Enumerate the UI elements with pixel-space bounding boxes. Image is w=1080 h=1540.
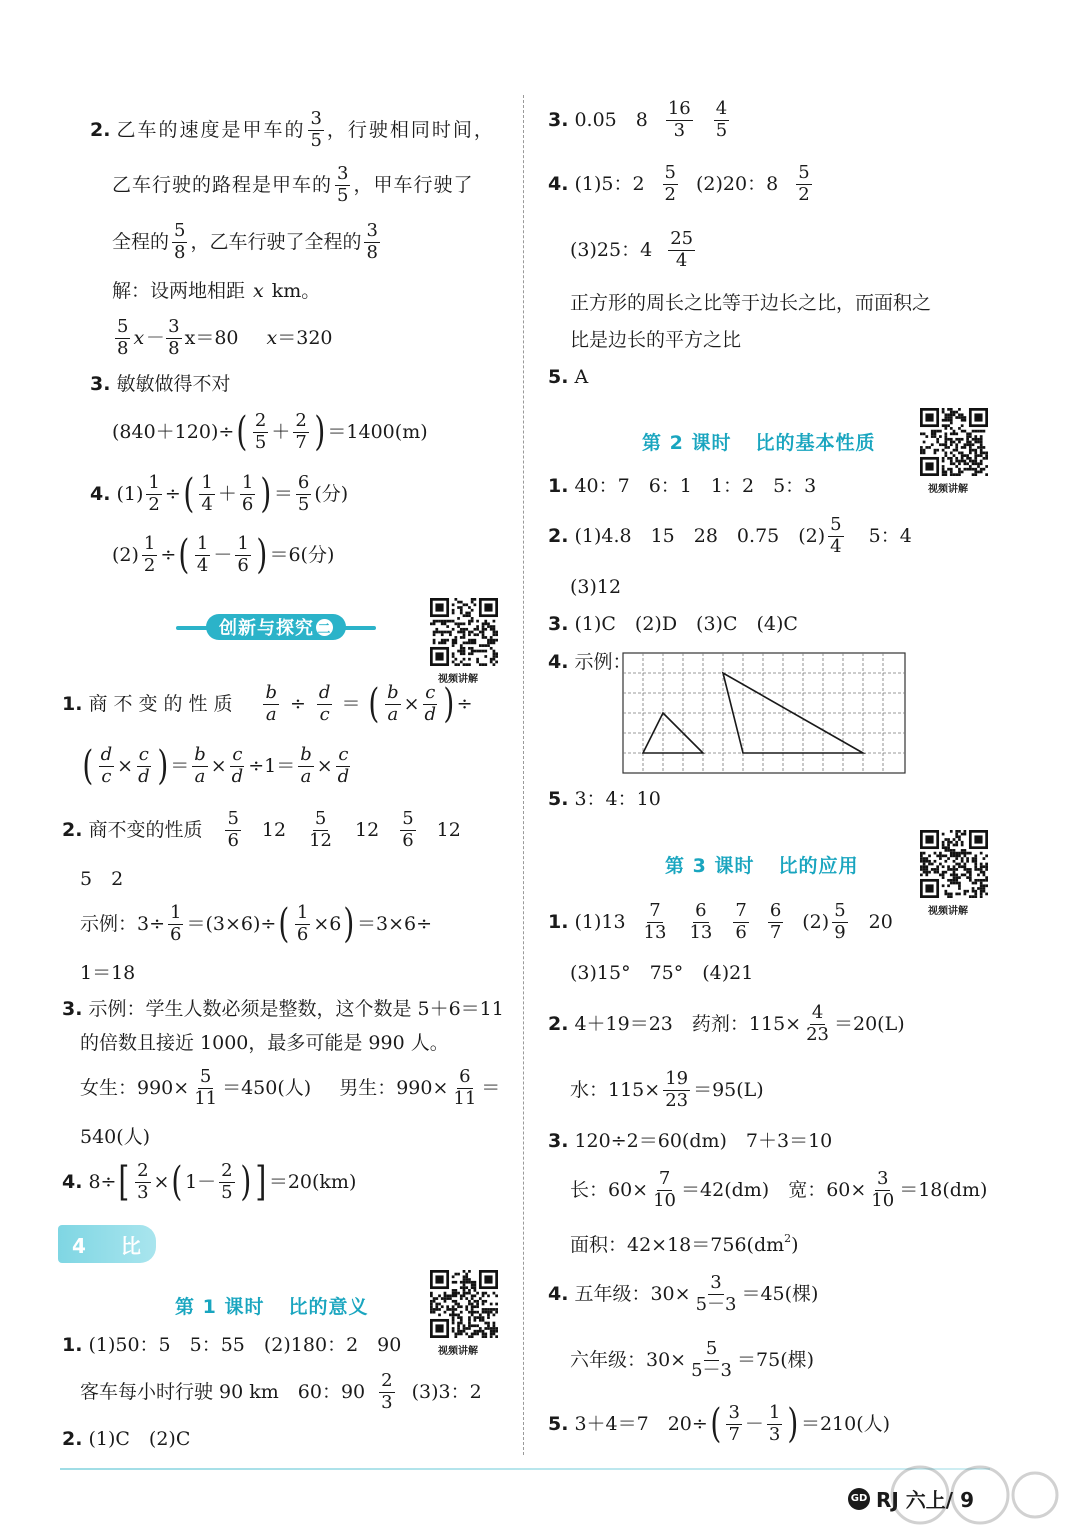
q2-line2: 乙车行驶的路程是甲车的 $\frac{3}{5}$ ，甲车行驶了 — [112, 163, 474, 206]
fraction: $\frac{3}{5}$ — [337, 163, 349, 206]
q4-line2: (2) $\frac{1}{2}$ ÷ ( $\frac{1}{4}$ － $\frac{1}{6}$ ) ＝6(分) — [112, 532, 335, 579]
unit-tab: 4 比 — [58, 1225, 156, 1263]
qr-caption: 视频讲解 — [438, 674, 478, 685]
t2-line2: 水：115× $\frac{19}{23}$ ＝95(L) — [570, 1068, 764, 1111]
c3-line1: 3. 示例：学生人数必须是整数，这个数是 5＋6＝11 — [62, 998, 504, 1020]
c3-line4: 540(人) — [80, 1126, 151, 1148]
r4-line4: 比是边长的平方之比 — [570, 329, 742, 351]
fraction: $\frac{1}{2}$ — [143, 533, 156, 576]
publisher-logo-icon: GD — [848, 1488, 870, 1510]
fraction: $\frac{3}{5}$ — [310, 108, 322, 151]
c2-line3: 示例：3÷ $\frac{1}{6}$ ＝(3×6)÷ ( $\frac{1}{6}$ ×6 ) ＝3×6÷ — [80, 901, 433, 948]
q2-line3: 全程的 $\frac{5}{8}$ ，乙车行驶了全程的 $\frac{3}{8}$ — [112, 220, 378, 263]
q2-line1: 2. 乙车的速度是甲车的 $\frac{3}{5}$ ，行驶相同时间， — [90, 108, 495, 151]
section-banner: 创新与探究 二 — [176, 614, 376, 640]
t5-line1: 5. 3＋4＝7 20÷ ( $\frac{3}{7}$ － $\frac{1}{3}$ ) ＝210(人) — [548, 1401, 891, 1448]
s1-line: 1. 40：7 6：1 1：2 5：3 — [548, 475, 817, 497]
q2-equation: $\frac{5}{8}$ x－ $\frac{3}{8}$ x＝80 x ＝320 — [117, 316, 333, 359]
c4-line1: 4. 8÷ [ $\frac{2}{3}$ × ( 1－ $\frac{2}{5}$ ) ] ＝20(km) — [62, 1159, 357, 1206]
fraction: $\frac{3}{8}$ — [168, 316, 180, 359]
t4-line1: 4. 五年级：30× $\frac{3}{5-3}$ ＝45(棵) — [548, 1272, 819, 1315]
q3-expression: (840＋120)÷ ( $\frac{2}{5}$ ＋ $\frac{2}{7}$ ) ＝1400(m) — [112, 409, 428, 456]
t1-line1: 1. (1)13 $\frac{7}{13}$ $\frac{6}{13}$ $\frac{7}{6}$ $\frac{6}{7}$ (2) $\frac{5}{9}$ 20 — [548, 900, 893, 943]
s2-line1: 2. (1)4.8 15 28 0.75 (2) $\frac{5}{4}$ 5：4 — [548, 514, 912, 557]
watermark — [870, 1455, 1060, 1540]
c3-line3: 女生：990× $\frac{5}{11}$ ＝450(人) 男生：990× $\frac{6}{11}$ ＝ — [80, 1066, 501, 1109]
r5-line: 5. A — [548, 366, 589, 388]
page-number: RJ 六上/ 9 — [876, 1488, 974, 1512]
t1-line2: (3)15° 75° (4)21 — [570, 962, 754, 984]
fraction: $\frac{2}{5}$ — [254, 410, 267, 453]
footer-rule — [60, 1468, 990, 1470]
r4-line1: 4. (1)5：2 $\frac{5}{2}$ (2)20：8 $\frac{5}{2}$ — [548, 162, 810, 205]
fraction: $\frac{5}{8}$ — [174, 220, 186, 263]
qr-code-icon[interactable] — [920, 830, 988, 898]
fraction: $\frac{1}{4}$ — [201, 472, 213, 515]
fraction: $\frac{5}{8}$ — [117, 316, 129, 359]
qr-caption: 视频讲解 — [928, 484, 968, 495]
l1q1-line2: 客车每小时行驶 90 km 60：90 $\frac{2}{3}$ (3)3：2 — [80, 1370, 482, 1413]
s3-line: 3. (1)C (2)D (3)C (4)C — [548, 613, 798, 635]
r4-line2: (3)25：4 $\frac{25}{4}$ — [570, 228, 694, 271]
fraction: $\frac{3}{8}$ — [366, 220, 378, 263]
fraction: $\frac{1}{2}$ — [148, 472, 160, 515]
fraction: $\frac{2}{7}$ — [295, 410, 307, 453]
qr-caption: 视频讲解 — [928, 906, 968, 917]
qr-code-icon[interactable] — [430, 1270, 498, 1338]
r3-line: 3. 0.05 8 $\frac{16}{3}$ $\frac{4}{5}$ — [548, 98, 728, 141]
t4-line2: 六年级：30× $\frac{5}{5-3}$ ＝75(棵) — [570, 1338, 815, 1381]
l1q1-line1: 1. (1)50：5 5：55 (2)180：2 90 — [62, 1334, 402, 1356]
q4-line1: 4. (1) $\frac{1}{2}$ ÷ ( $\frac{1}{4}$ ＋ $\frac{1}{6}$ ) ＝ $\frac{6}{5}$ (分) — [90, 471, 349, 518]
c1-line2: ( $\frac{d}{c}$ × $\frac{c}{d}$ ) ＝ $\frac{b}{a}$ × $\frac{c}{d}$ ÷1＝ $\frac{b}{a}$ × $\frac{c}{d}$ — [82, 743, 350, 790]
column-divider — [523, 95, 524, 1455]
c2-line1: 2. 商不变的性质 $\frac{5}{6}$ 12 $\frac{5}{12}$ 12 $\frac{5}{6}$ 12 — [62, 808, 461, 851]
t2-line1: 2. 4＋19＝23 药剂：115× $\frac{4}{23}$ ＝20(L) — [548, 1002, 905, 1045]
t3-line2: 长：60× $\frac{7}{10}$ ＝42(dm) 宽：60× $\frac{3}{10}$ ＝18(dm) — [570, 1168, 988, 1211]
s5-line: 5. 3：4：10 — [548, 788, 661, 810]
lesson-1-title: 第 1 课时 比的意义 — [175, 1296, 369, 1318]
l1q2-line1: 2. (1)C (2)C — [62, 1428, 191, 1450]
grid-figure — [622, 652, 906, 774]
c3-line2: 的倍数且接近 1000，最多可能是 990 人。 — [80, 1032, 449, 1054]
c2-line4: 1＝18 — [80, 962, 136, 984]
qr-caption: 视频讲解 — [438, 1346, 478, 1357]
c2-line2: 5 2 — [80, 868, 124, 890]
fraction: $\frac{1}{6}$ — [237, 533, 249, 576]
s4-line: 4. 示例： — [548, 651, 632, 673]
c1-line1: 1. 商不变的性质 $\frac{b}{a}$ ÷ $\frac{d}{c}$ ＝ ( $\frac{b}{a}$ × $\frac{c}{d}$ ) ÷ — [62, 681, 473, 728]
fraction: $\frac{1}{6}$ — [241, 472, 254, 515]
q3-line1: 3. 敏敏做得不对 — [90, 373, 231, 395]
fraction: $\frac{6}{5}$ — [297, 472, 310, 515]
r4-line3: 正方形的周长之比等于边长之比，而面积之 — [570, 292, 932, 314]
fraction: $\frac{1}{4}$ — [196, 533, 209, 576]
q2-line4: 解：设两地相距 x km。 — [112, 280, 321, 302]
lesson-3-title: 第 3 课时 比的应用 — [665, 855, 859, 877]
qr-code-icon[interactable] — [430, 598, 498, 666]
lesson-2-title: 第 2 课时 比的基本性质 — [642, 432, 876, 454]
qr-code-icon[interactable] — [920, 408, 988, 476]
s2-line2: (3)12 — [570, 576, 622, 598]
t3-line1: 3. 120÷2＝60(dm) 7＋3＝10 — [548, 1130, 833, 1152]
t3-line3: 面积：42×18＝756(dm 2 ) — [570, 1232, 799, 1256]
